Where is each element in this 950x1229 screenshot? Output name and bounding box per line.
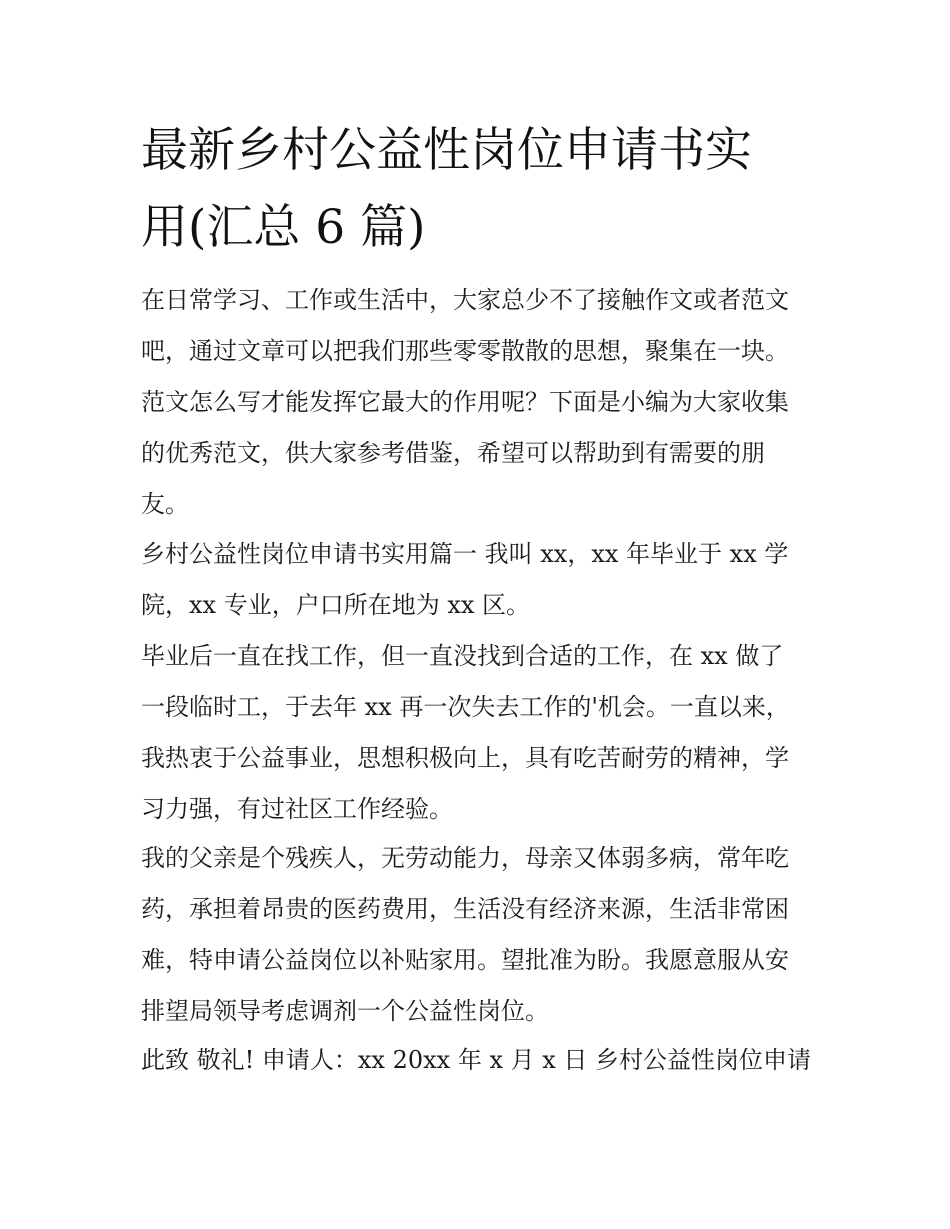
title-line-1: 最新乡村公益性岗位申请书实 — [141, 123, 752, 178]
paragraph-family-situation — [141, 833, 821, 1037]
paragraph-closing — [141, 1035, 821, 1086]
title-line-2: 用(汇总 6 篇) — [141, 200, 426, 255]
paragraph-applicant-info — [141, 529, 821, 631]
paragraph-intro — [141, 275, 821, 530]
document-title — [141, 112, 821, 266]
text-line: 毕业后一直在找工作，但一直没找到合适的工作，在 xx 做了 — [141, 642, 784, 670]
text-line: 友。 — [141, 490, 189, 518]
text-line: 院，xx 专业，户口所在地为 xx 区。 — [141, 591, 531, 619]
text-line: 在日常学习、工作或生活中，大家总少不了接触作文或者范文 — [141, 286, 789, 314]
text-line: 一段临时工，于去年 xx 再一次失去工作的'机会。一直以来， — [141, 693, 790, 721]
text-line: 乡村公益性岗位申请书实用篇一 我叫 xx，xx 年毕业于 xx 学 — [141, 540, 789, 568]
text-line: 排望局领导考虑调剂一个公益性岗位。 — [141, 997, 549, 1025]
text-line: 我的父亲是个残疾人，无劳动能力，母亲又体弱多病，常年吃 — [141, 844, 789, 872]
text-line: 习力强，有过社区工作经验。 — [141, 795, 453, 823]
text-line: 我热衷于公益事业，思想积极向上，具有吃苦耐劳的精神，学 — [141, 744, 789, 772]
text-line: 药，承担着昂贵的医药费用，生活没有经济来源，生活非常困 — [141, 895, 789, 923]
paragraph-work-history — [141, 631, 821, 835]
text-line: 难，特申请公益岗位以补贴家用。望批准为盼。我愿意服从安 — [141, 946, 789, 974]
text-line: 此致 敬礼! 申请人：xx 20xx 年 x 月 x 日 乡村公益性岗位申请 — [141, 1046, 812, 1074]
text-line: 吧，通过文章可以把我们那些零零散散的思想，聚集在一块。 — [141, 337, 789, 365]
text-line: 范文怎么写才能发挥它最大的作用呢？下面是小编为大家收集 — [141, 388, 789, 416]
text-line: 的优秀范文，供大家参考借鉴，希望可以帮助到有需要的朋 — [141, 439, 765, 467]
